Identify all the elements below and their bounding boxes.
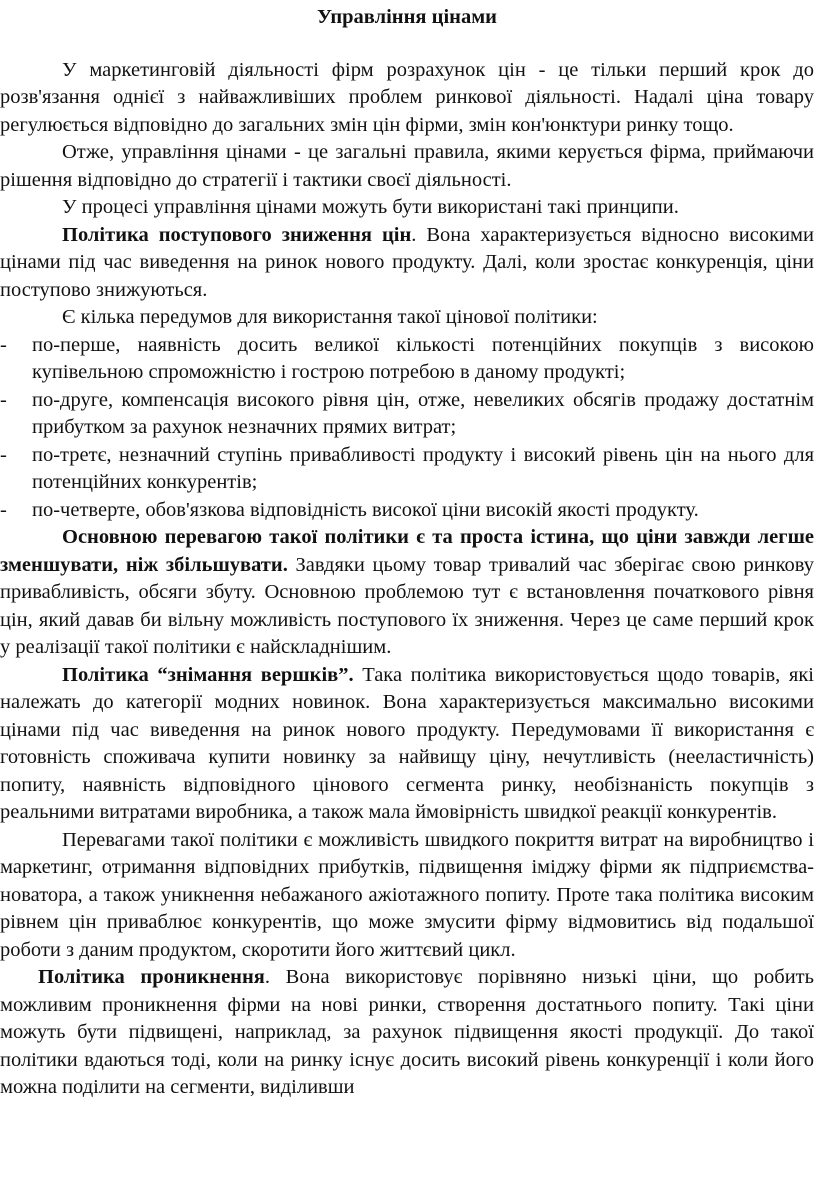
paragraph-definition: Отже, управління цінами - це загальні правила, якими керується фірма, приймаючи рішення відповідно до стратегії і тактики своєї діяльності. <box>0 141 814 191</box>
list-item-text: по-четверте, обов'язкова відповідність високої ціни високій якості продукту. <box>32 498 699 521</box>
preconditions-list <box>0 332 814 525</box>
list-item <box>0 332 814 387</box>
heading-penetration: Політика проникнення <box>38 966 265 988</box>
list-dash: - <box>0 443 7 466</box>
list-item <box>0 442 814 497</box>
paragraph-preconditions: Є кілька передумов для використання такої цінової політики: <box>62 306 598 328</box>
list-dash: - <box>0 333 7 356</box>
list-dash: - <box>0 498 7 521</box>
paragraph-skimming-advantages: Перевагами такої політики є можливість швидкого покриття витрат на виробництво і маркетинг, отримання відповідних прибутків, підвищення іміджу фірми як підприємства-новатора, а також уникнення небажаного ажіотажного попиту. Проте така політика високим рівнем цін приваблює конкурентів, що може змусити фірму відмовитись від подальшої роботи з даним продуктом, скоротити його життєвий цикл. <box>0 828 814 961</box>
text-penetration: . Вона використовує порівняно низькі ціни, що робить можливим проникнення фірми на нові ринки, створення достатнього попиту. Такі ціни можуть бути підвищені, наприклад, за рахунок підвищення якості продукції. До такої політики вдаються тоді, коли на ринку існує досить високий рівень конкуренції і коли його можна поділити на сегменти, виділивши <box>0 966 814 1098</box>
heading-skimming: Політика “знімання вершків”. <box>62 663 354 686</box>
paragraph-intro: У маркетинговій діяльності фірм розрахунок цін - це тільки перший крок до розв'язання однієї з найважливіших проблем ринкової діяльності. Надалі ціна товару регулюється відповідно до загальних змін цін фірми, змін кон'юнктури ринку тощо. <box>0 58 814 136</box>
heading-gradual-reduction: Політика поступового зниження цін <box>62 223 412 246</box>
heading-main-advantage: Основною перевагою такої політики є та проста істина, що ціни завжди легше зменшувати, ніж збільшувати. <box>0 526 814 576</box>
list-item-text: по-третє, незначний ступінь привабливості продукту і високий рівень цін на нього для потенційних конкурентів; <box>32 443 814 493</box>
document-title: Управління цінами <box>316 6 497 28</box>
text-skimming: Така політика використовується щодо товарів, які належать до категорії модних новинок. Вона характеризується максимально високими цінами під час виведення на ринок нового продукту. Передумовами її використання є готовність споживача купити новинку за найвищу ціну, нечутливість (нееластичність) попиту, наявність відповідного цінового сегмента ринку, необізнаність покупців з реальними витратами виробника, а також мала ймовірність швидкої реакції конкурентів. <box>0 663 814 823</box>
paragraph-skimming <box>0 662 814 827</box>
paragraph-penetration <box>0 964 814 1102</box>
paragraph-principles: У процесі управління цінами можуть бути використані такі принципи. <box>62 196 679 218</box>
list-item <box>0 387 814 442</box>
list-dash: - <box>0 388 7 411</box>
text-gradual-reduction: . Вона характеризується відносно високими цінами під час виведення на ринок нового продукту. Далі, коли зростає конкуренція, ціни поступово знижуються. <box>0 223 814 301</box>
paragraph-main-advantage <box>0 524 814 662</box>
list-item-text: по-перше, наявність досить великої кількості потенційних покупців з високою купівельною спроможністю і гострою потребою в даному продукті; <box>32 333 814 383</box>
list-item <box>0 497 814 525</box>
list-item-text: по-друге, компенсація високого рівня цін, отже, невеликих обсягів продажу достатнім прибутком за рахунок незначних прямих витрат; <box>32 388 814 438</box>
text-main-advantage: Завдяки цьому товар тривалий час зберігає свою ринкову привабливість, обсяги збуту. Основною проблемою тут є встановлення початкового рівня цін, який давав би вільну можливість поступового їх зниження. Через це саме перший крок у реалізації такої політики є найскладнішим. <box>0 553 815 658</box>
paragraph-gradual-reduction <box>0 222 814 305</box>
